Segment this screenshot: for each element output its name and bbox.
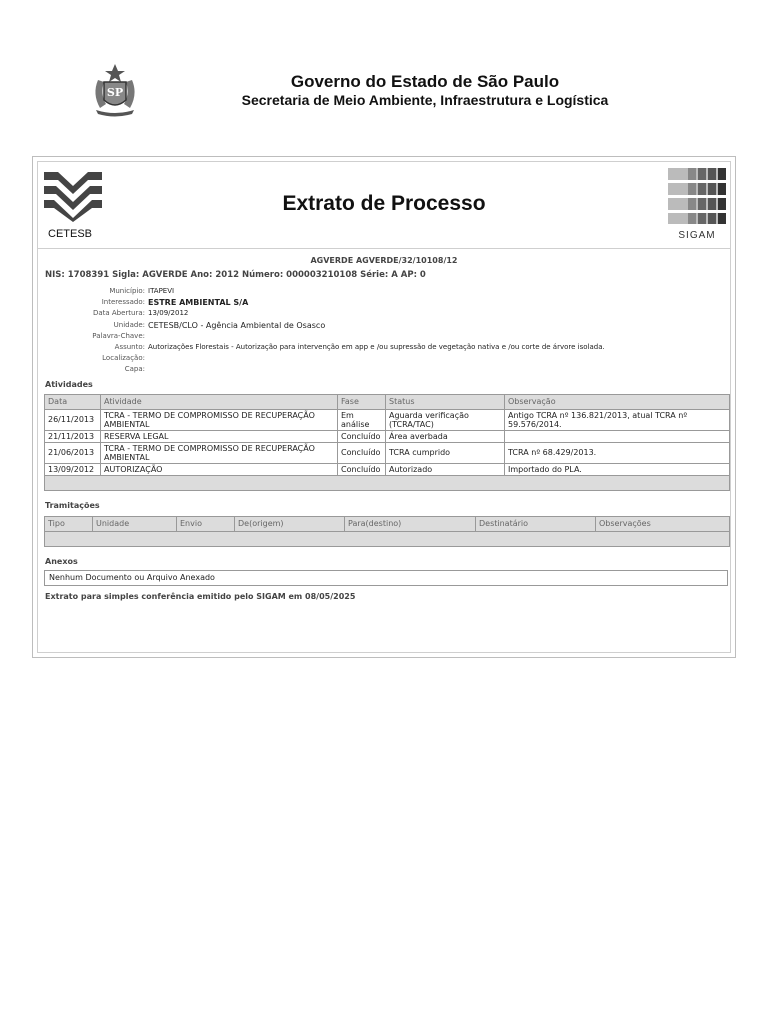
government-title: Governo do Estado de São Paulo <box>290 72 560 91</box>
col-header-destino: Para(destino) <box>345 516 476 531</box>
table-empty-row <box>45 531 730 546</box>
tramitacoes-table <box>44 516 730 547</box>
process-fields <box>38 286 730 376</box>
secretariat-subtitle: Secretaria de Meio Ambiente, Infraestrutura e Logística <box>241 92 609 108</box>
emission-footer: Extrato para simples conferência emitido pelo SIGAM em 08/05/2025 <box>45 591 356 601</box>
government-header <box>0 62 768 122</box>
table-row: 13/09/2012 AUTORIZAÇÃO Concluído Autorizado Importado do PLA. <box>45 463 730 475</box>
cetesb-label: CETESB <box>48 228 93 240</box>
col-header-unidade: Unidade <box>93 516 177 531</box>
col-header-origem: De(origem) <box>235 516 345 531</box>
field-localizacao: Localização: <box>102 354 145 363</box>
col-header-fase: Fase <box>338 394 386 409</box>
field-assunto: Assunto: Autorizações Florestais - Autorização para intervenção em app e /ou supressão de vegetação nativa e /ou corte de árvore isolada. <box>114 342 605 351</box>
col-header-status: Status <box>386 394 505 409</box>
document-title: Extrato de Processo <box>282 192 486 215</box>
col-header-observacoes: Observações <box>596 516 730 531</box>
tramitacoes-title: Tramitações <box>45 500 100 510</box>
table-header-row <box>45 394 730 409</box>
col-header-destinatario: Destinatário <box>476 516 596 531</box>
state-seal-icon <box>88 62 142 118</box>
anexos-title: Anexos <box>45 556 78 566</box>
table-row: 26/11/2013 TCRA - TERMO DE COMPROMISSO DE RECUPERAÇÃO AMBIENTAL Em análise Aguarda verificação (TCRA/TAC) Antigo TCRA nº 136.821/2013, atual TCRA nº 59.576/2014. <box>45 409 730 430</box>
col-header-envio: Envio <box>177 516 235 531</box>
table-header-row <box>45 516 730 531</box>
sigam-logo-icon <box>668 168 726 224</box>
col-header-data: Data <box>45 394 101 409</box>
field-capa: Capa: <box>124 365 145 374</box>
col-header-atividade: Atividade <box>101 394 338 409</box>
table-row: 21/11/2013 RESERVA LEGAL Concluído Área averbada <box>45 430 730 442</box>
process-body <box>38 254 730 601</box>
field-unidade: Unidade: CETESB/CLO - Agência Ambiental de Osasco <box>113 320 326 330</box>
sigam-label: SIGAM <box>678 230 716 241</box>
anexos-value: Nenhum Documento ou Arquivo Anexado <box>44 570 728 586</box>
banner <box>38 162 730 249</box>
col-header-tipo: Tipo <box>45 516 93 531</box>
process-code: AGVERDE AGVERDE/32/10108/12 <box>310 256 458 265</box>
field-palavra-chave: Palavra-Chave: <box>92 331 145 340</box>
table-empty-row <box>45 475 730 490</box>
atividades-title: Atividades <box>45 379 93 389</box>
field-data-abertura: Data Abertura: 13/09/2012 <box>92 309 189 318</box>
col-header-observacao: Observação <box>505 394 730 409</box>
field-interessado: Interessado: ESTRE AMBIENTAL S/A <box>101 298 249 308</box>
table-row: 21/06/2013 TCRA - TERMO DE COMPROMISSO DE RECUPERAÇÃO AMBIENTAL Concluído TCRA cumprido TCRA nº 68.429/2013. <box>45 442 730 463</box>
process-extract-frame <box>32 156 736 658</box>
atividades-table <box>44 394 730 491</box>
process-summary: NIS: 1708391 Sigla: AGVERDE Ano: 2012 Número: 000003210108 Série: A AP: 0 <box>45 270 426 280</box>
svg-text:SP: SP <box>106 86 124 99</box>
field-municipio: Município: ITAPEVI <box>109 287 175 295</box>
